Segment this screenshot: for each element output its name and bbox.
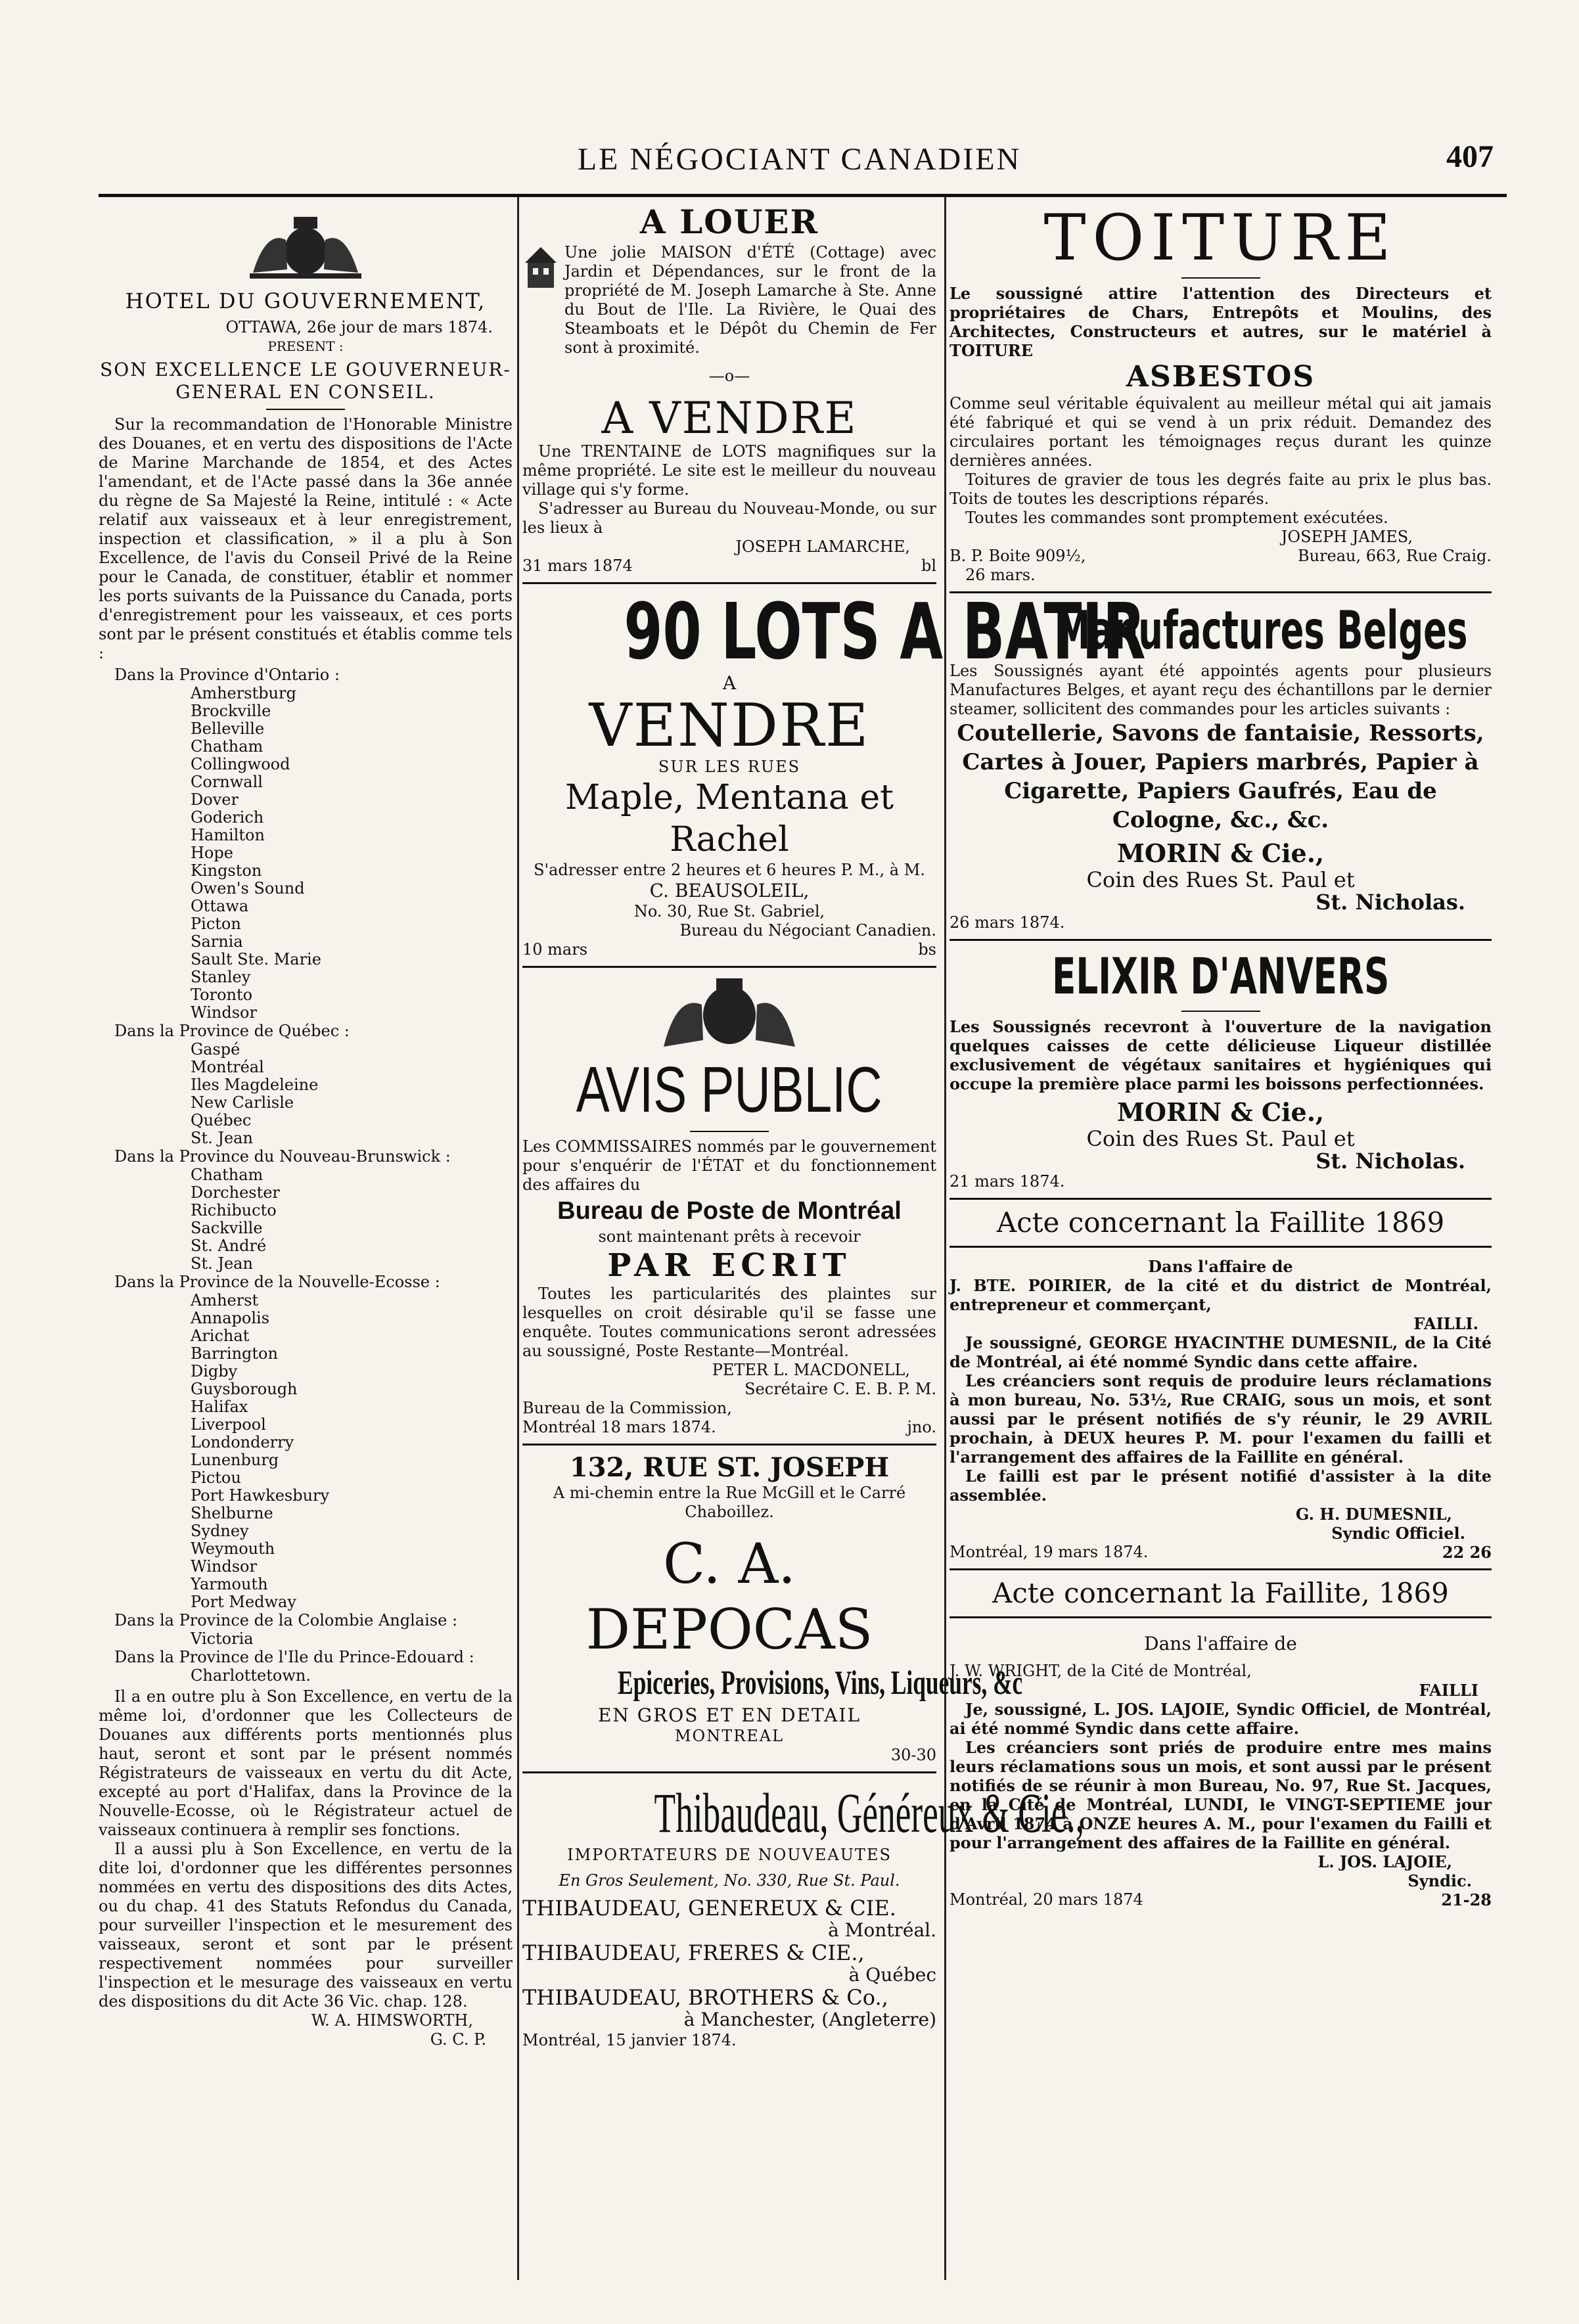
toiture-title: TOITURE	[1043, 201, 1398, 275]
port-name: Amherstburg	[191, 684, 296, 702]
thib-branch-city: à Montréal.	[828, 1919, 936, 1941]
port-name: Québec	[191, 1111, 252, 1129]
ad-a-louer	[522, 243, 936, 357]
column-1	[99, 204, 513, 2285]
port-name: Belleville	[191, 719, 265, 738]
port-name: Sarnia	[191, 932, 243, 951]
port-name: Dorchester	[191, 1183, 280, 1202]
ad-date: Montréal, 15 janvier 1874.	[522, 2031, 737, 2049]
ad-text: Toutes les particularités des plaintes sur lesquelles on croit désirable qu'il se fasse une enquête. Toutes communications seront adressées au soussigné, Poste Restante—Montréal.	[522, 1285, 936, 1360]
port-name: Port Medway	[191, 1593, 296, 1611]
thib-title-wrap	[522, 1780, 1084, 1846]
port-name: Liverpool	[191, 1415, 266, 1434]
port-name: Annapolis	[191, 1309, 270, 1327]
separator: —o—	[708, 367, 750, 385]
ad-date: 26 mars 1874.	[950, 913, 1065, 932]
lots-title: 90 LOTS A BATIR	[624, 586, 1146, 677]
elixir-title: ELIXIR D'ANVERS	[1051, 947, 1390, 1005]
faillite-office: Syndic Officiel.	[1331, 1524, 1465, 1543]
port-name: Windsor	[191, 1003, 257, 1022]
ad-date: 10 mars	[522, 940, 588, 959]
port-list	[99, 1630, 513, 1648]
lots-sur: SUR LES RUES	[658, 758, 801, 776]
council-heading: SON EXCELLENCE LE GOUVERNEUR-GENERAL EN CONSEIL.	[100, 359, 511, 403]
province-heading: Dans la Province du Nouveau-Brunswick :	[114, 1147, 451, 1166]
avis-title: AVIS PUBLIC	[576, 1053, 882, 1126]
newspaper-title: LE NÉGOCIANT CANADIEN	[577, 142, 1022, 177]
thib-branch: THIBAUDEAU, GENEREUX & CIE.	[522, 1896, 896, 1921]
faillite-title: Acte concernant la Faillite 1869	[996, 1206, 1445, 1239]
elixir-wrap	[950, 947, 1492, 1005]
province-heading: Dans la Province de l'Ile du Prince-Edouard :	[114, 1648, 474, 1666]
ad-text: Les Soussignés ayant été appointés agents pour plusieurs Manufactures Belges, et ayant reçu des échantillons par le dernier steamer, sollicitent des commandes pour les articles suivants :	[950, 662, 1492, 718]
ad-date: 26 mars.	[965, 566, 1036, 584]
ad-text: Le soussigné attire l'attention des Directeurs et propriétaires de Chars, Entrepôts et Moulins, des Architectes, Constructeurs et autres, sur le matériel à TOITURE	[950, 284, 1492, 360]
port-name: Goderich	[191, 808, 264, 827]
morin-address: Coin des Rues St. Paul et	[1086, 867, 1355, 892]
ad-signature-title: Secrétaire C. E. B. P. M.	[744, 1380, 936, 1398]
divider	[950, 591, 1492, 593]
divider	[950, 1198, 1492, 1200]
ad-date: 31 mars 1874	[522, 557, 633, 575]
faillite-failli: FAILLI	[1419, 1681, 1478, 1700]
ad-box: B. P. Boite 909½,	[950, 547, 1086, 565]
ad-title-a-vendre: A VENDRE	[601, 393, 858, 444]
divider	[1181, 277, 1260, 279]
port-list	[99, 1166, 513, 1273]
port-name: Ottawa	[191, 897, 249, 915]
faillite-text: Les créanciers sont priés de produire entre mes mains leurs réclamations sous un mois, et sont aussi par le présent notifiés de se réunir à mon Bureau, No. 97, Rue St. Jacques, en la Cité de Montréal, LUNDI, le VINGT-SEPTIEME jour d'Avril 1874 à ONZE heures A. M., pour l'examen du Failli et pour l'arrangement des affaires de la Faillite en général.	[950, 1738, 1492, 1852]
depocas-goods: Epiceries, Provisions, Vins, Liqueurs, &c	[617, 1664, 1023, 1702]
header-rule	[99, 194, 1507, 197]
port-name: St. Jean	[191, 1254, 253, 1273]
faillite-sign: L. JOS. LAJOIE,	[1317, 1852, 1452, 1871]
faillite-text: Le failli est par le présent notifié d'assister à la dite assemblée.	[950, 1467, 1492, 1505]
column-3	[950, 201, 1492, 2285]
port-name: Digby	[191, 1362, 238, 1380]
lots-a: A	[722, 672, 737, 694]
faillite-failli: FAILLI.	[1413, 1314, 1478, 1333]
faillite-text: Les créanciers sont requis de produire leurs réclamations à mon bureau, No. 53½, Rue CRAIG, sous un mois, et sont aussi par le présent notifiés de s'y réunir, le 29 AVRIL prochain, à DEUX heures P. M. pour l'examen du failli et l'arrangement des affaires de la Faillite en général.	[950, 1371, 1492, 1467]
belges-title: Manufactures Belges	[1055, 600, 1468, 661]
lots-streets: Maple, Mentana et Rachel	[564, 778, 894, 859]
ad-street: No. 30, Rue St. Gabriel,	[633, 902, 825, 921]
ad-text: Comme seul véritable équivalent au meilleur métal qui ait jamais été fabriqué et qui se vend à un prix réduit. Demandez des circulaires portant les témoignages reçus durant les quinze dernières années.	[950, 394, 1492, 470]
ad-bureau: Bureau de la Commission,	[522, 1399, 732, 1417]
ad-date: Montréal 18 mars 1874.	[522, 1418, 716, 1436]
thib-branch: THIBAUDEAU, FRERES & CIE.,	[522, 1940, 865, 1965]
ad-text: Les Soussignés recevront à l'ouverture de la navigation quelques caisses de cette délicieuse Liqueur distillée exclusivement de végétaux sanitaires et hygiéniques qui occupe la première place parmi les boissons perfectionnées.	[950, 1017, 1492, 1093]
port-name: Chatham	[191, 1166, 263, 1184]
port-name: Stanley	[191, 968, 251, 986]
faillite-name: J. W. WRIGHT, de la Cité de Montréal,	[950, 1662, 1252, 1680]
port-name: New Carlisle	[191, 1093, 294, 1112]
ad-date: Montréal, 19 mars 1874.	[950, 1543, 1149, 1561]
divider	[522, 1444, 936, 1446]
port-name: Lunenburg	[191, 1451, 279, 1469]
ad-title-lots	[522, 586, 1146, 677]
divider	[950, 1568, 1492, 1570]
ad-text: A mi-chemin entre la Rue McGill et le Carré Chaboillez.	[553, 1484, 906, 1521]
ad-text: S'adresser entre 2 heures et 6 heures P. M., à M.	[534, 861, 925, 879]
ad-text: Toitures de gravier de tous les degrés faite au prix le plus bas. Toits de toutes les descriptions réparés.	[950, 470, 1492, 508]
asbestos-title: ASBESTOS	[1126, 360, 1316, 394]
port-name: Picton	[191, 915, 241, 933]
dateline: OTTAWA, 26e jour de mars 1874.	[225, 318, 493, 336]
province-heading: Dans la Province de Québec :	[114, 1022, 350, 1040]
thib-gros: En Gros Seulement, No. 330, Rue St. Paul.	[559, 1871, 900, 1890]
ad-text: Les COMMISSAIRES nommés par le gouvernement pour s'enquérir de l'ÉTAT et du fonctionnement des affaires du	[522, 1137, 936, 1194]
morin-name: MORIN & Cie.,	[1116, 1097, 1325, 1127]
port-name: Charlottetown.	[191, 1666, 311, 1685]
ad-code: bl	[921, 557, 936, 575]
royal-arms-emblem	[240, 210, 371, 283]
ad-name: C. BEAUSOLEIL,	[649, 880, 810, 901]
port-name: Sault Ste. Marie	[191, 950, 321, 968]
ad-bureau: Bureau du Négociant Canadien.	[679, 921, 936, 940]
port-name: Hamilton	[191, 826, 265, 844]
divider	[266, 409, 345, 410]
thib-branch: THIBAUDEAU, BROTHERS & Co.,	[522, 1985, 888, 2010]
port-name: Owen's Sound	[191, 879, 305, 898]
port-name: Arichat	[191, 1327, 250, 1345]
divider	[950, 1246, 1492, 1248]
port-name: Victoria	[191, 1629, 254, 1648]
divider	[522, 966, 936, 968]
port-name: Shelburne	[191, 1504, 273, 1522]
depocas-name: C. A. DEPOCAS	[585, 1532, 873, 1662]
port-name: Amherst	[191, 1291, 259, 1310]
signature: W. A. HIMSWORTH,	[311, 2011, 473, 2030]
port-name: Brockville	[191, 702, 271, 720]
column-separator	[517, 197, 519, 2280]
ad-code: bs	[918, 940, 936, 959]
ad-signature: JOSEPH JAMES,	[1281, 528, 1413, 546]
port-name: Dover	[191, 790, 239, 809]
port-name: Chatham	[191, 737, 263, 756]
belges-items: Coutellerie, Savons de fantaisie, Ressorts, Cartes à Jouer, Papiers marbrés, Papier à Cigarette, Papiers Gaufrés, Eau de Cologne, &c., &c.	[957, 720, 1484, 833]
port-list	[99, 1667, 513, 1685]
heading: HOTEL DU GOUVERNEMENT,	[125, 288, 486, 313]
divider	[522, 1771, 936, 1773]
faillite-text: Je, soussigné, L. JOS. LAJOIE, Syndic Officiel, de Montréal, ai été nommé Syndic dans cette affaire.	[950, 1700, 1492, 1738]
avis-prets: sont maintenant prêts à recevoir	[598, 1227, 861, 1246]
morin-name: MORIN & Cie.,	[1116, 838, 1325, 868]
divider	[950, 939, 1492, 941]
port-name: Kingston	[191, 861, 262, 880]
faillite-office: Syndic.	[1407, 1871, 1472, 1890]
port-name: Guysborough	[191, 1380, 298, 1398]
morin-address: St. Nicholas.	[1316, 890, 1465, 915]
port-name: Weymouth	[191, 1539, 275, 1558]
port-name: Barrington	[191, 1344, 278, 1363]
port-name: Halifax	[191, 1398, 248, 1416]
avis-bureau: Bureau de Poste de Montréal	[557, 1197, 902, 1225]
ad-text: S'adresser au Bureau du Nouveau-Monde, ou sur les lieux à	[522, 499, 936, 537]
ad-text: Toutes les commandes sont promptement exécutées.	[965, 509, 1388, 527]
ad-code: 30-30	[890, 1746, 936, 1764]
port-name: Port Hawkesbury	[191, 1486, 330, 1505]
faillite-dans: Dans l'affaire de	[1148, 1257, 1293, 1276]
house-icon	[522, 243, 559, 289]
faillite-title: Acte concernant la Faillite, 1869	[992, 1577, 1449, 1609]
ad-code: 22 26	[1442, 1543, 1492, 1562]
province-heading: Dans la Province d'Ontario :	[114, 666, 340, 684]
depocas-goods-wrap	[522, 1662, 1023, 1704]
ad-bureau: Bureau, 663, Rue Craig.	[1297, 547, 1492, 565]
ad-title-a-louer: A LOUER	[639, 202, 819, 241]
divider	[1181, 1011, 1260, 1012]
thib-branch-city: à Manchester, (Angleterre)	[683, 2009, 936, 2030]
port-name: Iles Magdeleine	[191, 1076, 319, 1094]
depocas-city: MONTREAL	[674, 1727, 785, 1745]
paragraph: Il a en outre plu à Son Excellence, en vertu de la même loi, d'ordonner que les Collecteurs de Douanes aux différents ports mentionnés plus haut, seront et sont par le présent nommés Régistrateurs de vaisseaux en vertu du dit Acte, excepté au port d'Halifax, dans la Province de la Nouvelle-Ecosse, où le Régistrateur actuel de vaisseaux continuera à remplir ses fonctions.	[99, 1687, 513, 1839]
avis-ecrit: PAR ECRIT	[607, 1247, 852, 1284]
port-name: Hope	[191, 844, 233, 862]
faillite-name: J. BTE. POIRIER, de la cité et du district de Montréal, entrepreneur et commerçant,	[950, 1276, 1492, 1314]
ad-title-avis	[522, 1053, 936, 1126]
belges-wrap	[950, 600, 1492, 662]
ad-date: 21 mars 1874.	[950, 1172, 1065, 1191]
ad-signature: PETER L. MACDONELL,	[712, 1361, 910, 1379]
column-separator	[944, 197, 946, 2280]
lots-vendre: VENDRE	[589, 691, 870, 760]
divider	[950, 1616, 1492, 1618]
ad-text: Une jolie MAISON d'ÉTÉ (Cottage) avec Jardin et Dépendances, sur le front de la propriété de M. Joseph Lamarche à Ste. Anne du Bout de l'Ile. La Rivière, le Quai des Steamboats et le Dépôt du Chemin de Fer sont à proximité.	[564, 243, 936, 357]
paragraph: Il a aussi plu à Son Excellence, en vertu de la dite loi, d'ordonner que les différentes personnes nommées en vertu des dispositions des dits Actes, ou du chap. 41 des Statuts Refondus du Canada, pour surveiller l'inspection et le mesurement des vaisseaux, seront et sont par le présent respectivement nommées pour surveiller l'inspection et le mesurage des vaisseaux en vertu des dispositions du dit Acte 36 Vic. chap. 128.	[99, 1840, 513, 2011]
paragraph: Sur la recommandation de l'Honorable Ministre des Douanes, et en vertu des dispositions de l'Acte de Marine Marchande de 1854, et des Actes l'amendant, et de l'Acte passé dans la 36e année du règne de Sa Majesté la Reine, intitulé : « Acte relatif aux vaisseaux et à leur enregistrement, inspection et classification, » il a plu à Son Excellence, de l'avis du Conseil Privé de la Reine pour le Canada, de constituer, établir et nommer les ports suivants de la Puissance du Canada, ports d'enregistrement pour les vaisseaux, et ces ports sont par le présent constitués et établis comme tels :	[99, 415, 513, 662]
ad-code: 21-28	[1441, 1890, 1492, 1909]
coat-of-arms-emblem	[644, 974, 815, 1053]
port-name: Toronto	[191, 986, 253, 1004]
ad-date: Montréal, 20 mars 1874	[950, 1890, 1143, 1909]
ad-title-joseph: 132, RUE ST. JOSEPH	[569, 1452, 890, 1483]
faillite-text: Je soussigné, GEORGE HYACINTHE DUMESNIL, de la Cité de Montréal, ai été nommé Syndic dans cette affaire.	[950, 1333, 1492, 1371]
thib-title: Thibaudeau, Généreux & Cie.,	[654, 1781, 1084, 1844]
thib-imp: IMPORTATEURS DE NOUVEAUTES	[567, 1846, 892, 1864]
port-name: Richibucto	[191, 1201, 277, 1219]
faillite-dans: Dans l'affaire de	[1144, 1633, 1297, 1654]
port-name: Windsor	[191, 1557, 257, 1576]
ad-signature: JOSEPH LAMARCHE,	[735, 537, 910, 556]
page-header	[92, 135, 1507, 187]
divider	[690, 1131, 769, 1132]
signature-title: G. C. P.	[430, 2030, 486, 2049]
port-name: Collingwood	[191, 755, 290, 773]
morin-address: St. Nicholas.	[1316, 1149, 1465, 1173]
port-name: St. Jean	[191, 1129, 253, 1147]
port-name: Londonderry	[191, 1433, 294, 1451]
province-heading: Dans la Province de la Colombie Anglaise :	[114, 1611, 458, 1629]
faillite-sign: G. H. DUMESNIL,	[1295, 1505, 1452, 1524]
port-list	[99, 1292, 513, 1611]
port-name: Sackville	[191, 1219, 263, 1237]
present-label: PRESENT :	[267, 338, 344, 354]
port-name: Pictou	[191, 1469, 241, 1487]
port-name: Gaspé	[191, 1040, 240, 1059]
port-name: Cornwall	[191, 773, 263, 791]
ad-code: jno.	[907, 1418, 936, 1436]
divider	[522, 582, 936, 584]
port-list	[99, 1041, 513, 1147]
ad-text: Une TRENTAINE de LOTS magnifiques sur la même propriété. Le site est le meilleur du nouveau village qui s'y forme.	[522, 442, 936, 499]
port-name: Yarmouth	[191, 1575, 268, 1593]
port-name: Sydney	[191, 1522, 249, 1540]
thib-branch-city: à Québec	[848, 1964, 936, 1986]
port-name: St. André	[191, 1237, 267, 1255]
depocas-gros: EN GROS ET EN DETAIL	[597, 1704, 861, 1726]
page-number: 407	[1446, 139, 1494, 174]
morin-address: Coin des Rues St. Paul et	[1086, 1126, 1355, 1151]
province-heading: Dans la Province de la Nouvelle-Ecosse :	[114, 1273, 440, 1291]
port-name: Montréal	[191, 1058, 264, 1076]
port-list	[99, 685, 513, 1022]
